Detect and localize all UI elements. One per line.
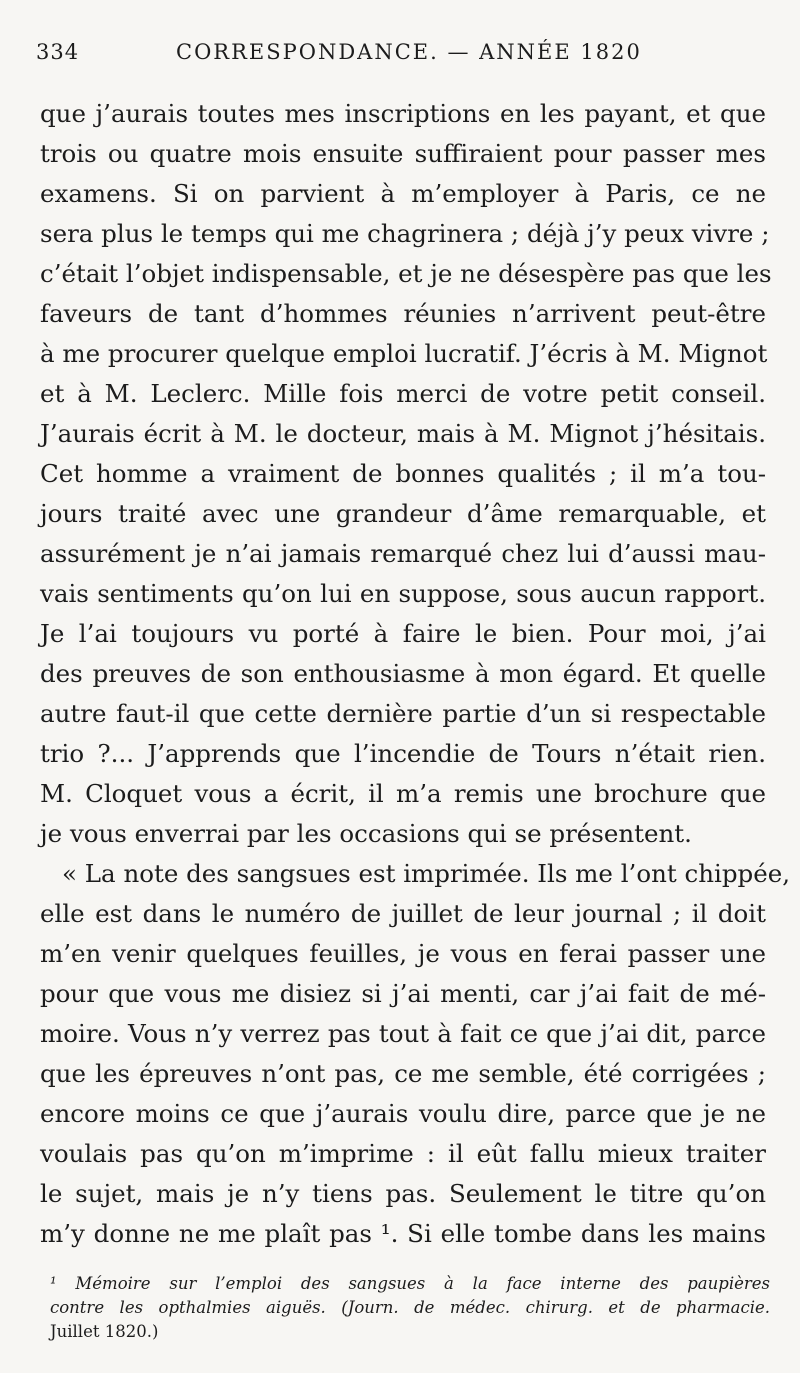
text-line: c’était l’objet indispensable, et je ne désespère pas que les [40,259,772,288]
text-line: moire. Vous n’y verrez pas tout à fait ce que j’ai dit, parce [40,1019,766,1048]
text-line: autre faut-il que cette dernière partie d’un si respectable [40,699,766,728]
footnote-line: Juillet 1820.) [50,1322,159,1341]
footnote-line: contre les opthalmies aiguës. (Journ. de médec. chirurg. et de pharmacie. [50,1298,770,1317]
text-line: que j’aurais toutes mes inscriptions en les payant, et que [40,99,766,128]
running-title: CORRESPONDANCE. — ANNÉE 1820 [176,40,642,64]
text-line: elle est dans le numéro de juillet de leur journal ; il doit [40,899,766,928]
text-line: Cet homme a vraiment de bonnes qualités ; il m’a tou- [40,459,766,488]
text-line: je vous enverrai par les occasions qui se présentent. [40,819,692,848]
text-line: des preuves de son enthousiasme à mon égard. Et quelle [40,659,766,688]
text-line: m’en venir quelques feuilles, je vous en ferai passer une [40,939,766,968]
text-line: trois ou quatre mois ensuite suffiraient pour passer mes [40,139,766,168]
text-line: sera plus le temps qui me chagrinera ; déjà j’y peux vivre ; [40,219,770,248]
text-line: examens. Si on parvient à m’employer à Paris, ce ne [40,179,766,208]
text-line: J’aurais écrit à M. le docteur, mais à M. Mignot j’hésitais. [40,419,766,448]
page-header [36,40,756,70]
text-line: à me procurer quelque emploi lucratif. J’écris à M. Mignot [40,339,768,368]
text-line: et à M. Leclerc. Mille fois merci de votre petit conseil. [40,379,766,408]
text-line: que les épreuves n’ont pas, ce me semble, été corrigées ; [40,1059,766,1088]
body-text [40,94,790,1254]
text-line: Je l’ai toujours vu porté à faire le bien. Pour moi, j’ai [40,619,766,648]
footnotes [50,1272,770,1344]
text-line: M. Cloquet vous a écrit, il m’a remis une brochure que [40,779,766,808]
text-line: faveurs de tant d’hommes réunies n’arrivent peut-être [40,299,766,328]
text-line: m’y donne ne me plaît pas ¹. Si elle tombe dans les mains [40,1219,766,1248]
footnote-line: ¹ Mémoire sur l’emploi des sangsues à la face interne des paupières [50,1274,770,1293]
text-line: pour que vous me disiez si j’ai menti, car j’ai fait de mé- [40,979,766,1008]
text-line: le sujet, mais je n’y tiens pas. Seulement le titre qu’on [40,1179,766,1208]
text-line: voulais pas qu’on m’imprime : il eût fallu mieux traiter [40,1139,766,1168]
text-line: trio ?... J’apprends que l’incendie de Tours n’était rien. [40,739,766,768]
text-line: « La note des sangsues est imprimée. Ils me l’ont chippée, [62,859,790,888]
text-line: jours traité avec une grandeur d’âme remarquable, et [40,499,766,528]
text-line: vais sentiments qu’on lui en suppose, sous aucun rapport. [40,579,766,608]
text-line: assurément je n’ai jamais remarqué chez lui d’aussi mau- [40,539,766,568]
text-line: encore moins ce que j’aurais voulu dire, parce que je ne [40,1099,766,1128]
page-number: 334 [36,40,80,64]
